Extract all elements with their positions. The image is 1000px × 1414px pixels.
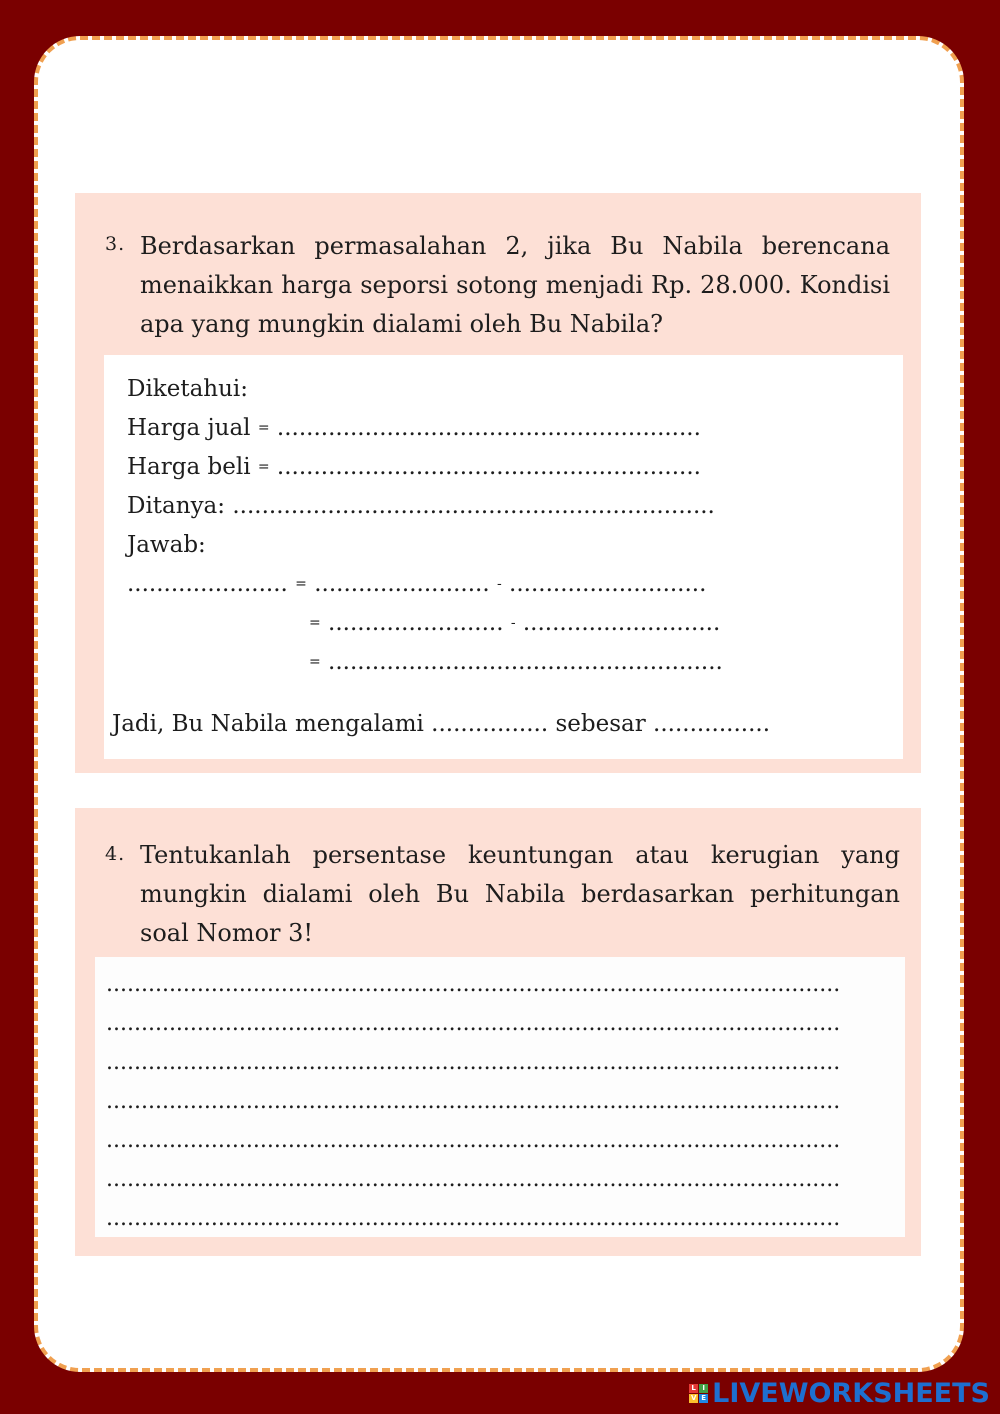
answer-line[interactable]: ......................................................................................................... bbox=[106, 1050, 841, 1074]
logo-tile: L bbox=[689, 1384, 698, 1393]
asked-row bbox=[127, 493, 715, 519]
conclusion-row bbox=[112, 711, 770, 737]
conclusion-prefix: Jadi, Bu Nabila mengalami bbox=[112, 711, 424, 737]
calc-blank-d[interactable]: ........................... bbox=[522, 610, 721, 636]
calc-blank-left[interactable]: ...................... bbox=[127, 571, 288, 597]
logo-tiles-icon bbox=[689, 1384, 708, 1403]
answer-line[interactable]: ......................................................................................................... bbox=[106, 1011, 841, 1035]
question-3-number: 3. bbox=[105, 233, 126, 255]
answer-line[interactable]: ......................................................................................................... bbox=[106, 1089, 841, 1113]
equals-sign: = bbox=[257, 459, 270, 475]
logo-tile: V bbox=[690, 1393, 697, 1402]
known-label: Diketahui: bbox=[127, 376, 249, 402]
conclusion-middle: sebesar bbox=[555, 711, 646, 737]
logo-text: LIVEWORKSHEETS bbox=[712, 1377, 990, 1409]
buy-price-blank[interactable]: .......................................................... bbox=[276, 454, 701, 480]
equals-sign: = bbox=[257, 420, 270, 436]
calc-blank-c[interactable]: ........................ bbox=[328, 610, 504, 636]
buy-price-row bbox=[127, 454, 701, 480]
buy-price-label: Harga beli bbox=[127, 454, 251, 480]
logo-tile: E bbox=[699, 1394, 708, 1403]
sell-price-label: Harga jual bbox=[127, 415, 251, 441]
equals-sign: = bbox=[295, 576, 307, 592]
minus-sign: - bbox=[510, 615, 516, 631]
question-4-number: 4. bbox=[105, 843, 126, 865]
asked-blank[interactable]: .................................................................. bbox=[232, 493, 715, 519]
asked-label: Ditanya: bbox=[127, 493, 226, 519]
calc-row-2 bbox=[309, 610, 720, 636]
conclusion-blank-amount[interactable]: ................ bbox=[653, 711, 771, 737]
liveworksheets-logo bbox=[689, 1378, 990, 1408]
calc-row-3 bbox=[309, 649, 723, 675]
logo-tile: I bbox=[699, 1384, 708, 1393]
answer-line[interactable]: ......................................................................................................... bbox=[106, 1128, 841, 1152]
calc-blank-b[interactable]: ........................... bbox=[509, 571, 707, 597]
equals-sign: = bbox=[309, 654, 321, 670]
equals-sign: = bbox=[309, 615, 321, 631]
sell-price-row bbox=[127, 415, 701, 441]
answer-label: Jawab: bbox=[127, 532, 206, 558]
answer-line[interactable]: ......................................................................................................... bbox=[106, 1167, 841, 1191]
calc-row-1 bbox=[127, 571, 706, 597]
conclusion-blank-condition[interactable]: ................ bbox=[431, 711, 549, 737]
question-4-text: Tentukanlah persentase keuntungan atau kerugian yang mungkin dialami oleh Bu Nabila berdasarkan perhitungan soal Nomor 3! bbox=[140, 841, 900, 947]
minus-sign: - bbox=[496, 576, 502, 592]
question-3-text: Berdasarkan permasalahan 2, jika Bu Nabila berencana menaikkan harga seporsi sotong menjadi Rp. 28.000. Kondisi apa yang mungkin dialami oleh Bu Nabila? bbox=[140, 232, 890, 338]
answer-line[interactable]: ......................................................................................................... bbox=[106, 972, 841, 996]
answer-line[interactable]: ......................................................................................................... bbox=[106, 1206, 841, 1230]
calc-blank-a[interactable]: ........................ bbox=[314, 571, 490, 597]
calc-blank-result[interactable]: ...................................................... bbox=[328, 649, 723, 675]
sell-price-blank[interactable]: .......................................................... bbox=[276, 415, 701, 441]
